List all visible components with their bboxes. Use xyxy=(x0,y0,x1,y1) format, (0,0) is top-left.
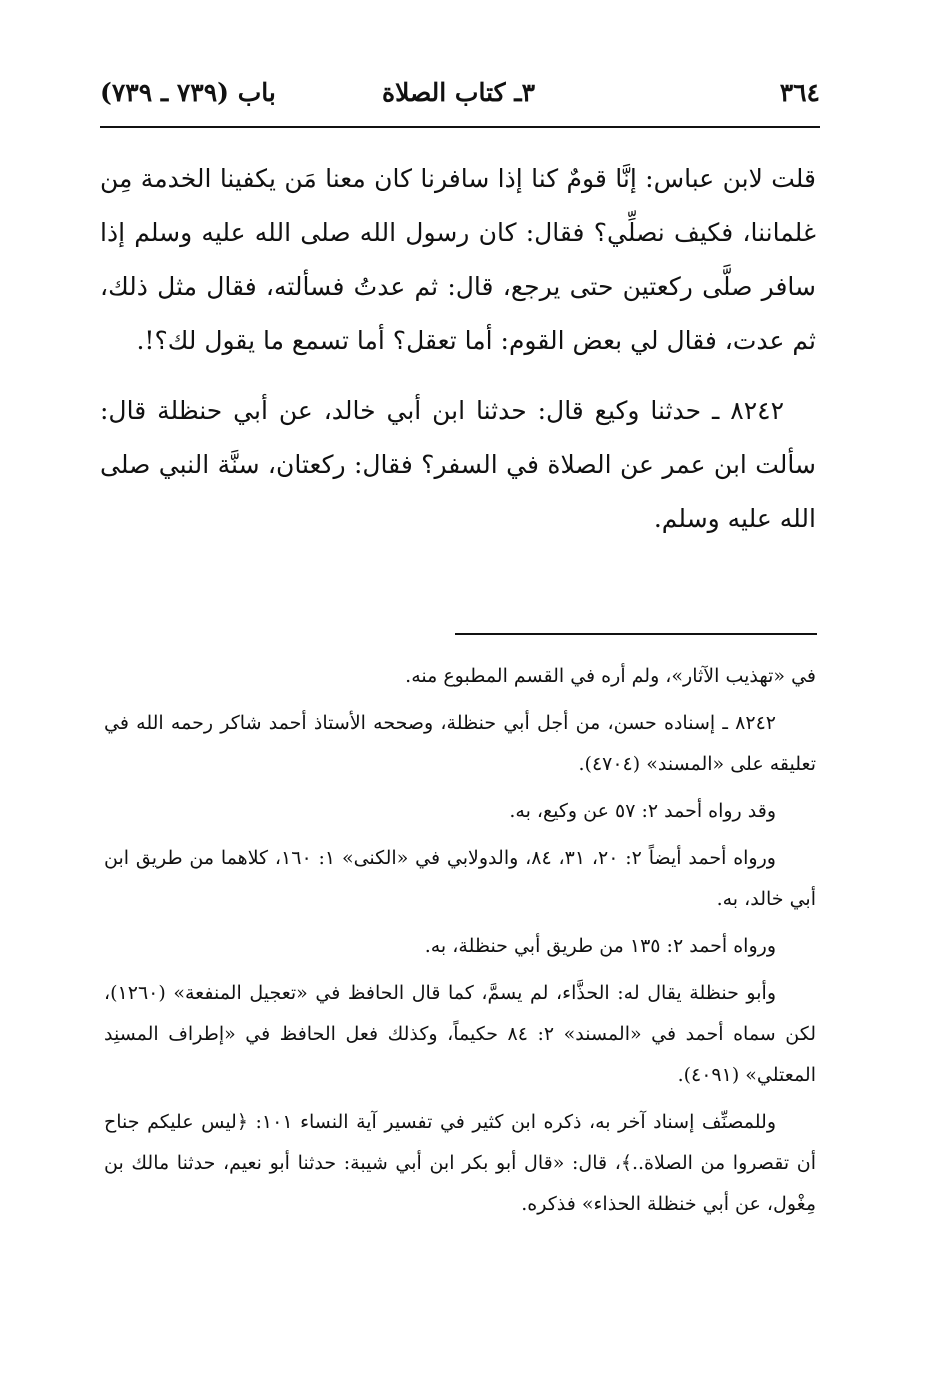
page-number: ٣٦٤ xyxy=(779,78,820,107)
main-text xyxy=(100,152,816,562)
chapter-title: ٣ـ كتاب الصلاة xyxy=(381,78,535,107)
footnote-ahmad-dulabi: ورواه أحمد أيضاً ٢: ٢٠، ٣١، ٨٤، والدولابي في «الكنى» ١: ١٦٠، كلاهما من طريق ابن أبي خالد، به. xyxy=(104,847,816,910)
hadith-8242: ٨٢٤٢ ـ حدثنا وكيع قال: حدثنا ابن أبي خالد، عن أبي حنظلة قال: سألت ابن عمر عن الصلاة في السفر؟ فقال: ركعتان، سنَّة النبي صلى الله عليه وسلم. xyxy=(100,396,816,533)
bab-range: باب (٧٣٩ ـ ٧٣٩) xyxy=(100,78,276,107)
header-rule xyxy=(100,126,820,128)
footnote-ahmad-135: ورواه أحمد ٢: ١٣٥ من طريق أبي حنظلة، به. xyxy=(424,935,776,957)
footnote-abu-hanzala: وأبو حنظلة يقال له: الحذَّاء، لم يسمَّ، كما قال الحافظ في «تعجيل المنفعة» (١٢٦٠)، لكن سماه أحمد في «المسند» ٢: ٨٤ حكيماً، وكذلك فعل الحافظ في «إطراف المسنِد المعتلي» (٤٠٩١). xyxy=(104,982,817,1086)
footnote-ahmad-waki: وقد رواه أحمد ٢: ٥٧ عن وكيع، به. xyxy=(509,800,776,822)
footnote-rule xyxy=(455,633,817,635)
footnotes xyxy=(104,656,816,1231)
main-paragraph-continuation: قلت لابن عباس: إنَّا قومٌ كنا إذا سافرنا كان معنا مَن يكفينا الخدمة مِن غلماننا، فكيف نصلِّي؟ فقال: كان رسول الله صلى الله عليه وسلم إذا سافر صلَّى ركعتين حتى يرجع، قال: ثم عدتُ فسألته، فقال مثل ذلك، ثم عدت، فقال لي بعض القوم: أما تعقل؟ أما تسمع ما يقول لك؟!. xyxy=(100,164,816,355)
footnote-ibn-kathir: وللمصنِّف إسناد آخر به، ذكره ابن كثير في تفسير آية النساء ١٠١: ﴿ليس عليكم جناح أن تقصروا من الصلاة..﴾، قال: «قال أبو بكر ابن أبي شيبة: حدثنا أبو نعيم، حدثنا مالك بن مِغْول، عن أبي خنظلة الحذاء» فذكره. xyxy=(104,1111,816,1215)
footnote-continuation: في «تهذيب الآثار»، ولم أره في القسم المطبوع منه. xyxy=(405,665,816,687)
running-header xyxy=(100,78,820,122)
footnote-8242-isnad: ٨٢٤٢ ـ إسناده حسن، من أجل أبي حنظلة، وصححه الأستاذ أحمد شاكر رحمه الله في تعليقه على «المسند» (٤٧٠٤). xyxy=(104,712,816,775)
